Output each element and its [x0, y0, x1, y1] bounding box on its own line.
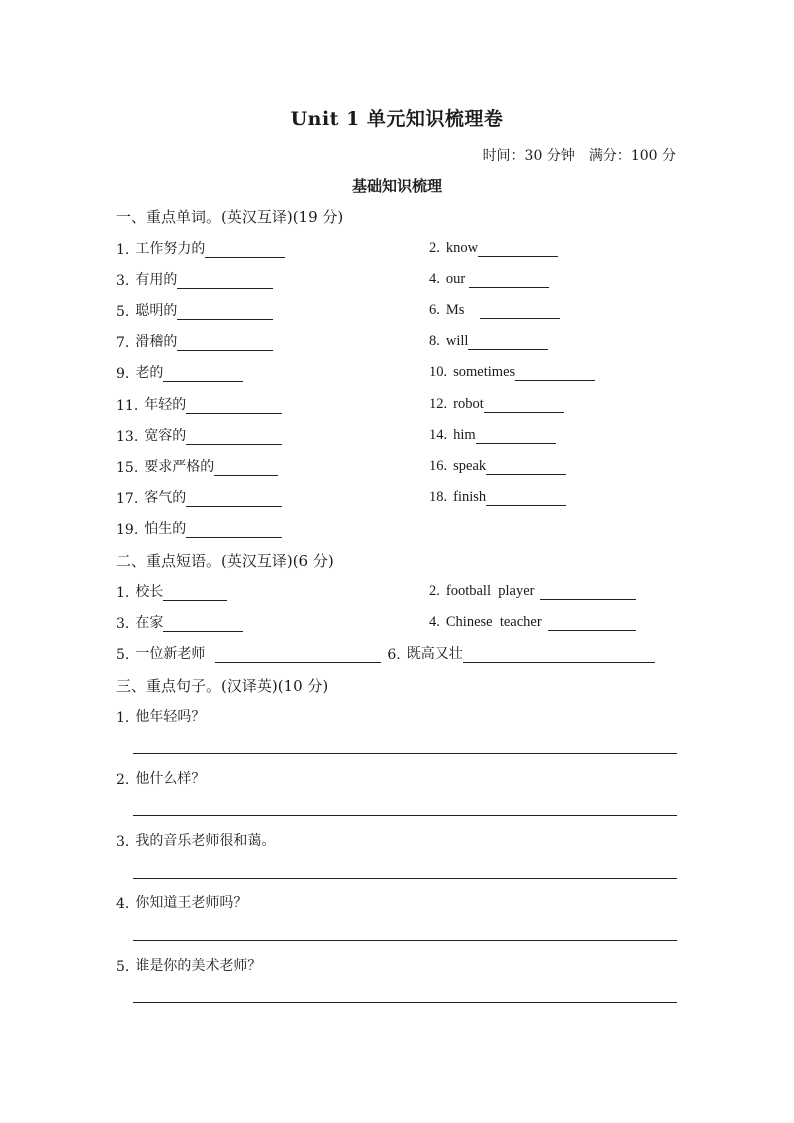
- vocab-item-12: 12. robot: [429, 396, 564, 413]
- sentence-item-5: 5. 谁是你的美术老师？: [116, 958, 262, 975]
- answer-blank[interactable]: [163, 586, 227, 601]
- vocab-item-2: 2. know: [429, 240, 558, 257]
- answer-blank[interactable]: [163, 617, 243, 632]
- answer-line[interactable]: [133, 815, 677, 816]
- answer-blank[interactable]: [163, 367, 243, 382]
- vocab-item-15: 15. 要求严格的: [116, 456, 278, 476]
- vocab-item-5: 5. 聪明的: [116, 300, 273, 320]
- sentence-item-1: 1. 他年轻吗？: [116, 709, 206, 726]
- answer-blank[interactable]: [463, 648, 655, 663]
- vocab-item-8: 8. will: [429, 333, 548, 350]
- phrase-item-4: 4. Chinese teacher: [429, 614, 636, 631]
- answer-blank[interactable]: [540, 585, 636, 600]
- answer-blank[interactable]: [177, 274, 273, 289]
- answer-blank[interactable]: [215, 648, 381, 663]
- answer-line[interactable]: [133, 940, 677, 941]
- vocab-item-17: 17. 客气的: [116, 487, 282, 507]
- answer-line[interactable]: [133, 753, 677, 754]
- answer-blank[interactable]: [469, 273, 549, 288]
- phrase-item-5: 5. 一位新老师 6. 既高又壮: [116, 643, 655, 663]
- answer-blank[interactable]: [177, 336, 273, 351]
- vocab-item-16: 16. speak: [429, 458, 566, 475]
- section3-heading: 三、重点句子。(汉译英)(10 分): [116, 677, 329, 695]
- vocab-item-1: 1. 工作努力的: [116, 238, 285, 258]
- answer-blank[interactable]: [177, 305, 273, 320]
- answer-blank[interactable]: [186, 430, 282, 445]
- answer-blank[interactable]: [186, 523, 282, 538]
- answer-blank[interactable]: [486, 460, 566, 475]
- answer-blank[interactable]: [480, 304, 560, 319]
- answer-blank[interactable]: [186, 492, 282, 507]
- sentence-item-3: 3. 我的音乐老师很和蔼。: [116, 833, 276, 850]
- phrase-item-2: 2. football player: [429, 583, 636, 600]
- answer-blank[interactable]: [476, 429, 556, 444]
- vocab-item-7: 7. 滑稽的: [116, 331, 273, 351]
- vocab-item-3: 3. 有用的: [116, 269, 273, 289]
- page-title: Unit 1 单元知识梳理卷: [290, 108, 504, 130]
- answer-blank[interactable]: [214, 461, 278, 476]
- answer-blank[interactable]: [484, 398, 564, 413]
- vocab-item-18: 18. finish: [429, 489, 566, 506]
- answer-blank[interactable]: [515, 366, 595, 381]
- vocab-item-19: 19. 怕生的: [116, 518, 282, 538]
- vocab-item-9: 9. 老的: [116, 362, 243, 382]
- time-label: 时间：30 分钟: [482, 148, 575, 164]
- answer-blank[interactable]: [205, 243, 285, 258]
- answer-blank[interactable]: [478, 242, 558, 257]
- answer-blank[interactable]: [186, 399, 282, 414]
- section2-heading: 二、重点短语。(英汉互译)(6 分): [116, 552, 334, 570]
- section-subtitle: 基础知识梳理: [351, 177, 442, 195]
- vocab-item-14: 14. him: [429, 427, 556, 444]
- answer-blank[interactable]: [486, 491, 566, 506]
- sentence-item-2: 2. 他什么样？: [116, 771, 206, 788]
- answer-line[interactable]: [133, 878, 677, 879]
- time-score-info: [483, 145, 676, 165]
- phrase-item-1: 1. 校长: [116, 581, 227, 601]
- vocab-item-11: 11. 年轻的: [116, 394, 282, 414]
- score-label: 满分：100 分: [588, 148, 676, 164]
- answer-blank[interactable]: [468, 335, 548, 350]
- vocab-item-10: 10. sometimes: [429, 364, 595, 381]
- vocab-item-6: 6. Ms: [429, 302, 560, 319]
- sentence-item-4: 4. 你知道王老师吗？: [116, 895, 248, 912]
- section1-heading: 一、重点单词。(英汉互译)(19 分): [116, 208, 344, 226]
- answer-line[interactable]: [133, 1002, 677, 1003]
- vocab-item-13: 13. 宽容的: [116, 425, 282, 445]
- answer-blank[interactable]: [548, 616, 636, 631]
- vocab-item-4: 4. our: [429, 271, 549, 288]
- phrase-item-3: 3. 在家: [116, 612, 243, 632]
